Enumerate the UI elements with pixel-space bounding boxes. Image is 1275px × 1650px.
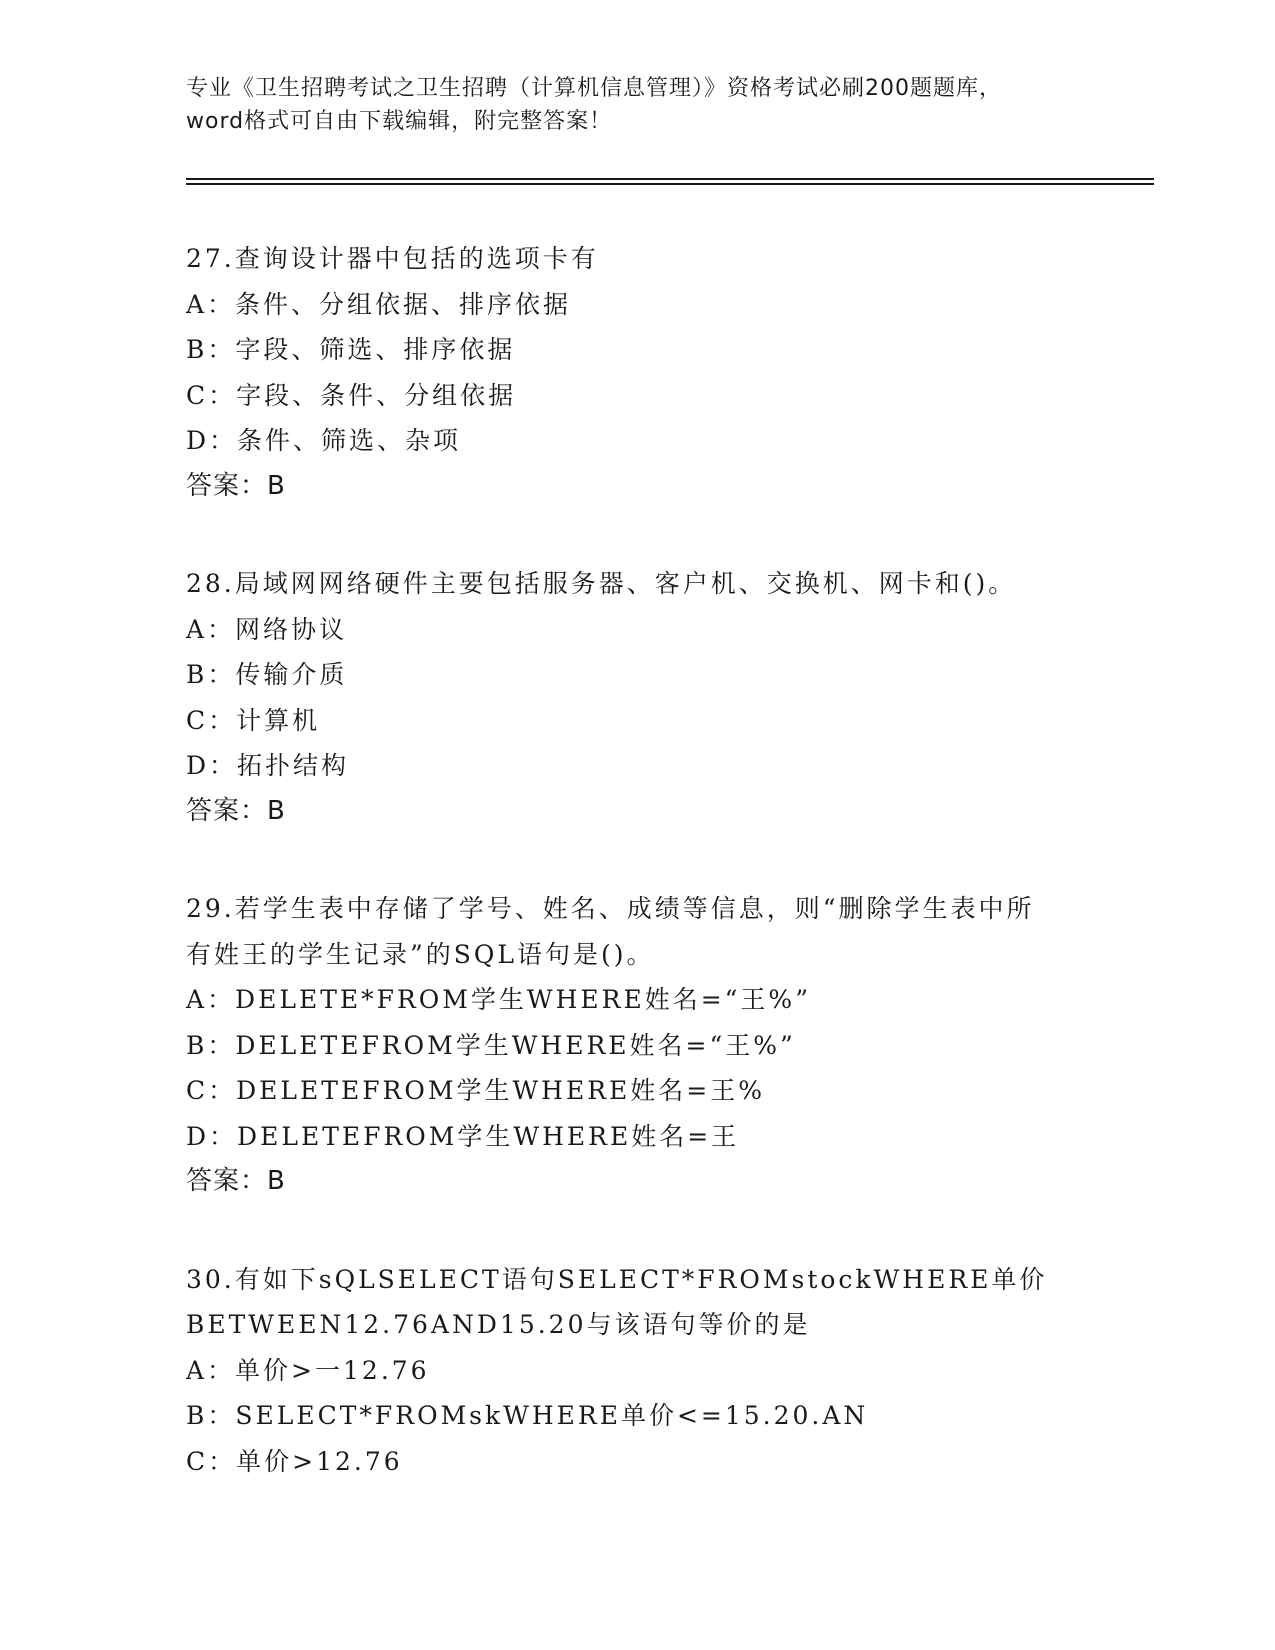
answer-line: 答案：B — [186, 470, 286, 501]
header-line-2: word格式可自由下载编辑，附完整答案！ — [186, 109, 613, 134]
question-stem-line-1: 29.若学生表中存储了学号、姓名、成绩等信息，则“删除学生表中所 — [186, 894, 1035, 923]
question-stem-line-2: 有姓王的学生记录”的SQL语句是()。 — [186, 939, 655, 969]
option-b: B：传输介质 — [186, 660, 348, 689]
answer-line: 答案：B — [186, 795, 286, 826]
question-29 — [186, 886, 1086, 1205]
option-a: A：网络协议 — [186, 614, 348, 644]
question-list — [186, 236, 1086, 1536]
header-line-1: 专业《卫生招聘考试之卫生招聘（计算机信息管理）》资格考试必刷200题题库， — [186, 76, 1002, 101]
question-28 — [186, 561, 1086, 834]
answer-line: 答案：B — [186, 1166, 286, 1196]
option-a: A：DELETE*FROM学生WHERE姓名=“王%” — [186, 985, 811, 1014]
option-b: B：字段、筛选、排序依据 — [186, 335, 516, 364]
option-a: A：条件、分组依据、排序依据 — [186, 289, 572, 319]
option-b: B：SELECT*FROMskWHERE单价<=15.20.AN — [186, 1401, 869, 1430]
option-b: B：DELETEFROM学生WHERE姓名=“王%” — [186, 1030, 796, 1060]
option-c: C：计算机 — [186, 705, 321, 735]
question-stem: 28.局域网网络硬件主要包括服务器、客户机、交换机、网卡和()。 — [186, 569, 1017, 598]
question-27 — [186, 236, 1086, 509]
option-d: D：DELETEFROM学生WHERE姓名=王 — [186, 1121, 740, 1151]
option-a: A：单价>一12.76 — [186, 1355, 430, 1385]
question-stem: 27.查询设计器中包括的选项卡有 — [186, 244, 599, 273]
question-30 — [186, 1257, 1086, 1485]
option-c: C：字段、条件、分组依据 — [186, 380, 517, 410]
option-c: C：DELETEFROM学生WHERE姓名=王% — [186, 1076, 765, 1105]
option-d: D：拓扑结构 — [186, 751, 350, 780]
header-rule-bottom — [186, 183, 1154, 185]
question-stem-line-2: BETWEEN12.76AND15.20与该语句等价的是 — [186, 1310, 811, 1339]
option-c: C：单价>12.76 — [186, 1446, 403, 1476]
question-stem-line-1: 30.有如下sQLSELECT语句SELECT*FROMstockWHERE单价 — [186, 1264, 1048, 1294]
option-d: D：条件、筛选、杂项 — [186, 426, 462, 455]
document-header — [186, 72, 1086, 138]
header-rule-top — [186, 178, 1154, 180]
